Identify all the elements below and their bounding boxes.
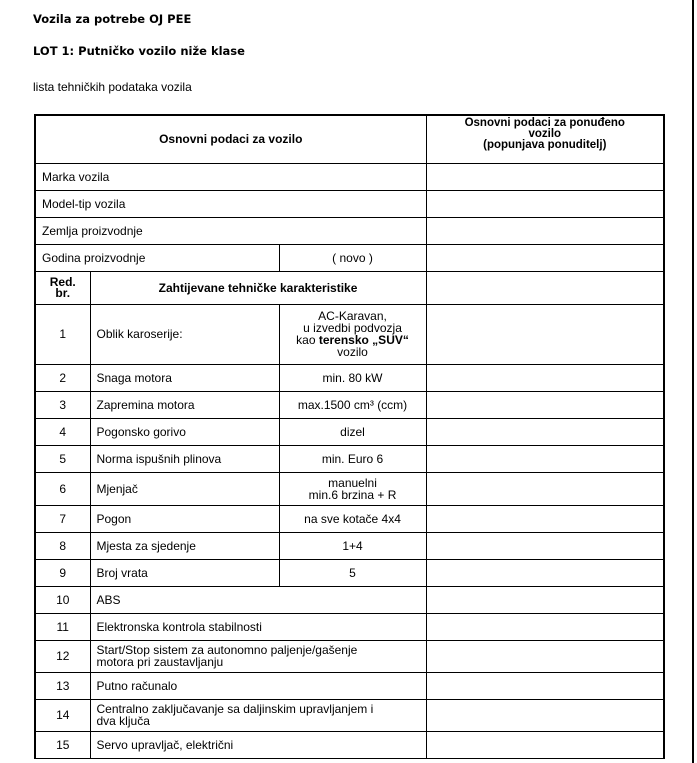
header-basic-data: Osnovni podaci za vozilo bbox=[35, 115, 426, 163]
row-number: 3 bbox=[35, 391, 90, 418]
row-label: Pogonsko gorivo bbox=[90, 418, 279, 445]
offer-cell[interactable] bbox=[426, 699, 664, 731]
offer-cell[interactable] bbox=[426, 391, 664, 418]
row-number: 13 bbox=[35, 672, 90, 699]
table-row bbox=[35, 532, 664, 559]
row-number: 5 bbox=[35, 445, 90, 472]
lot-title: LOT 1: Putničko vozilo niže klase bbox=[33, 44, 245, 58]
row-number: 1 bbox=[35, 304, 90, 364]
row-label: Mjenjač bbox=[90, 472, 279, 505]
row-label: Oblik karoserije: bbox=[90, 304, 279, 364]
row-label: Godina proizvodnje bbox=[35, 244, 279, 271]
row-number: 14 bbox=[35, 699, 90, 731]
vehicle-spec-table bbox=[34, 114, 665, 759]
required-value: min. 80 kW bbox=[279, 364, 426, 391]
row-number: 15 bbox=[35, 731, 90, 758]
table-subheader-row bbox=[35, 271, 664, 304]
table-row bbox=[35, 613, 664, 640]
row-number: 11 bbox=[35, 613, 90, 640]
row-label: Servo upravljač, električni bbox=[90, 731, 426, 758]
document-title: Vozila za potrebe OJ PEE bbox=[33, 12, 192, 26]
row-number: 2 bbox=[35, 364, 90, 391]
table-row bbox=[35, 391, 664, 418]
required-value: na sve kotače 4x4 bbox=[279, 505, 426, 532]
header-offered-data: Osnovni podaci za ponuđeno vozilo (popunjava ponuditelj) bbox=[426, 115, 664, 163]
table-row bbox=[35, 472, 664, 505]
row-label: Pogon bbox=[90, 505, 279, 532]
required-value: 5 bbox=[279, 559, 426, 586]
table-header-row bbox=[35, 115, 664, 163]
row-number: 10 bbox=[35, 586, 90, 613]
required-value: max.1500 cm³ (ccm) bbox=[279, 391, 426, 418]
required-value: min. Euro 6 bbox=[279, 445, 426, 472]
offer-cell[interactable] bbox=[426, 445, 664, 472]
row-label: Broj vrata bbox=[90, 559, 279, 586]
offer-cell[interactable] bbox=[426, 586, 664, 613]
row-number: 4 bbox=[35, 418, 90, 445]
row-label: Norma ispušnih plinova bbox=[90, 445, 279, 472]
table-row bbox=[35, 418, 664, 445]
row-label: Start/Stop sistem za autonomno paljenje/gašenje motora pri zaustavljanju bbox=[90, 640, 426, 672]
row-label: Snaga motora bbox=[90, 364, 279, 391]
table-row bbox=[35, 640, 664, 672]
table-row bbox=[35, 190, 664, 217]
row-number: 8 bbox=[35, 532, 90, 559]
row-number: 9 bbox=[35, 559, 90, 586]
row-label: Zapremina motora bbox=[90, 391, 279, 418]
col-red-br: Red. br. bbox=[35, 271, 90, 304]
table-row bbox=[35, 699, 664, 731]
offer-cell[interactable] bbox=[426, 532, 664, 559]
table-row bbox=[35, 505, 664, 532]
row-label: Putno računalo bbox=[90, 672, 426, 699]
table-row bbox=[35, 586, 664, 613]
table-row bbox=[35, 163, 664, 190]
offer-cell[interactable] bbox=[426, 559, 664, 586]
offer-cell[interactable] bbox=[426, 472, 664, 505]
col-requirements: Zahtijevane tehničke karakteristike bbox=[90, 271, 426, 304]
offer-cell[interactable] bbox=[426, 163, 664, 190]
required-value: AC-Karavan, u izvedbi podvozja kao terensko „SUV“ vozilo bbox=[279, 304, 426, 364]
row-number: 6 bbox=[35, 472, 90, 505]
table-row bbox=[35, 559, 664, 586]
offer-cell[interactable] bbox=[426, 217, 664, 244]
table-row bbox=[35, 364, 664, 391]
table-row bbox=[35, 244, 664, 271]
offer-cell[interactable] bbox=[426, 731, 664, 758]
row-label: Elektronska kontrola stabilnosti bbox=[90, 613, 426, 640]
offer-cell[interactable] bbox=[426, 640, 664, 672]
row-label: ABS bbox=[90, 586, 426, 613]
document-subtitle: lista tehničkih podataka vozila bbox=[33, 80, 192, 94]
offer-cell[interactable] bbox=[426, 271, 664, 304]
table-row bbox=[35, 304, 664, 364]
row-label: Centralno zaključavanje sa daljinskim upravljanjem i dva ključa bbox=[90, 699, 426, 731]
table-row bbox=[35, 731, 664, 758]
required-value: ( novo ) bbox=[279, 244, 426, 271]
offer-cell[interactable] bbox=[426, 613, 664, 640]
row-label: Zemlja proizvodnje bbox=[35, 217, 426, 244]
row-number: 12 bbox=[35, 640, 90, 672]
required-value: manuelni min.6 brzina + R bbox=[279, 472, 426, 505]
offer-cell[interactable] bbox=[426, 672, 664, 699]
offer-cell[interactable] bbox=[426, 190, 664, 217]
offer-cell[interactable] bbox=[426, 364, 664, 391]
row-label: Marka vozila bbox=[35, 163, 426, 190]
table-row bbox=[35, 445, 664, 472]
required-value: dizel bbox=[279, 418, 426, 445]
row-number: 7 bbox=[35, 505, 90, 532]
table-row bbox=[35, 672, 664, 699]
offer-cell[interactable] bbox=[426, 244, 664, 271]
offer-cell[interactable] bbox=[426, 505, 664, 532]
table-row bbox=[35, 217, 664, 244]
offer-cell[interactable] bbox=[426, 418, 664, 445]
row-label: Model-tip vozila bbox=[35, 190, 426, 217]
required-value: 1+4 bbox=[279, 532, 426, 559]
offer-cell[interactable] bbox=[426, 304, 664, 364]
row-label: Mjesta za sjedenje bbox=[90, 532, 279, 559]
